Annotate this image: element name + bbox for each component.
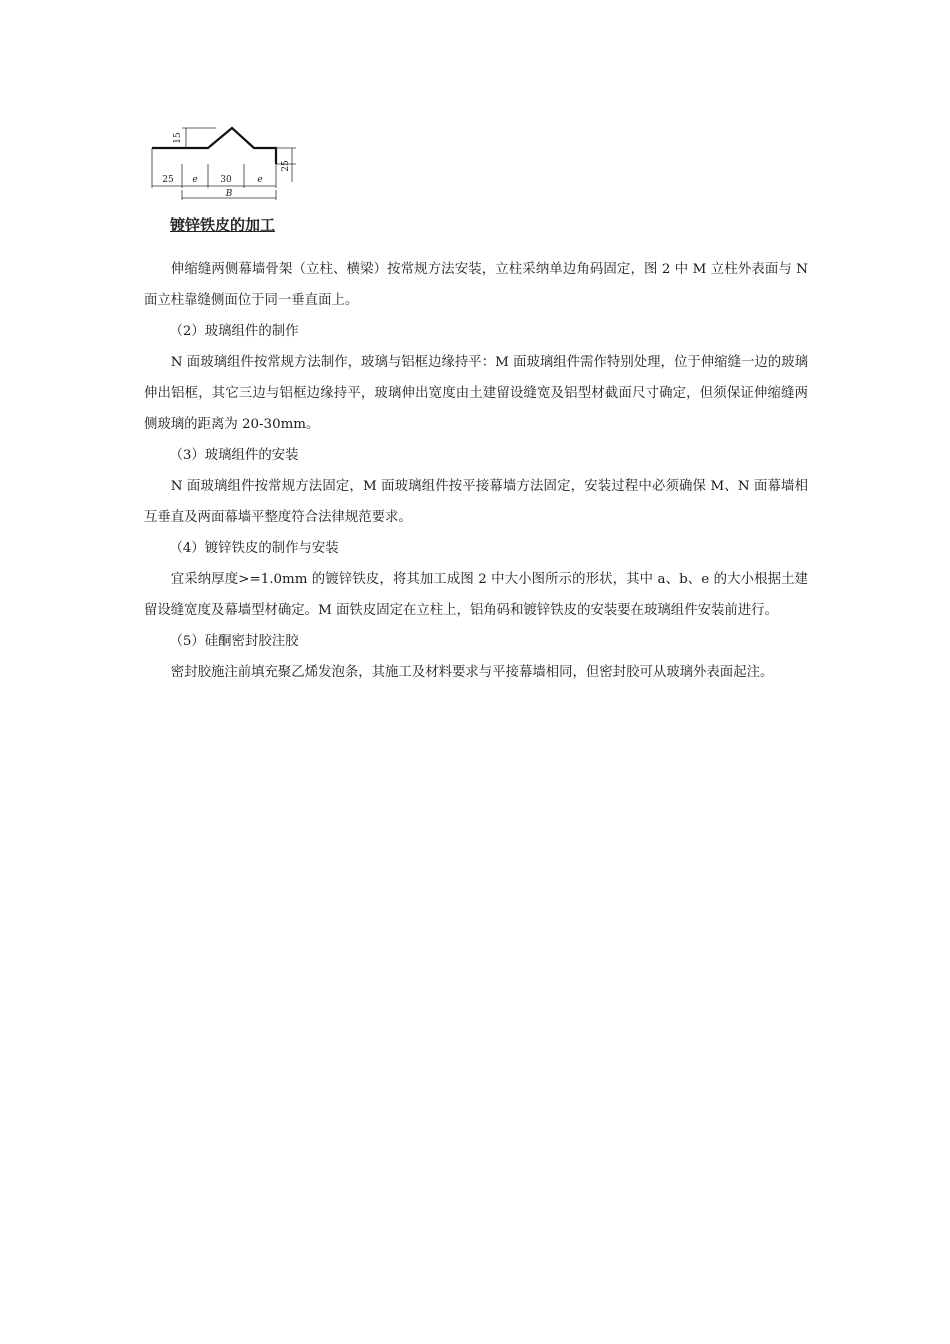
body-text bbox=[144, 254, 808, 688]
dim-30: 30 bbox=[220, 175, 232, 185]
section-heading: （3）玻璃组件的安装 bbox=[169, 448, 299, 463]
dim-e-left: e bbox=[192, 175, 198, 185]
paragraph: 伸缩缝两侧幕墙骨架（立柱、横梁）按常规方法安装，立柱采纳单边角码固定，图 2 中 M 立柱外表面与 N 面立柱靠缝侧面位于同一垂直面上。 bbox=[144, 262, 808, 308]
section-heading: （2）玻璃组件的制作 bbox=[169, 324, 299, 339]
profile-drawing bbox=[146, 124, 306, 214]
figure-caption: 镀锌铁皮的加工 bbox=[170, 216, 276, 234]
section-heading: （4）镀锌铁皮的制作与安装 bbox=[169, 541, 339, 556]
dim-25-right: 25 bbox=[281, 160, 291, 172]
dim-25-left: 25 bbox=[162, 175, 174, 185]
dim-B: B bbox=[225, 189, 233, 199]
profile-line bbox=[152, 128, 276, 164]
paragraph: N 面玻璃组件按常规方法制作，玻璃与铝框边缘持平：M 面玻璃组件需作特别处理，位于伸缩缝一边的玻璃伸出铝框，其它三边与铝框边缘持平，玻璃伸出宽度由土建留设缝宽及铝型材截面尺寸确定，但须保证伸缩缝两侧玻璃的距离为 20-30mm。 bbox=[144, 355, 808, 432]
dim-15: 15 bbox=[173, 132, 183, 144]
paragraph: 宜采纳厚度>=1.0mm 的镀锌铁皮，将其加工成图 2 中大小图所示的形状，其中 a、b、e 的大小根据土建留设缝宽度及幕墙型材确定。M 面铁皮固定在立柱上，铝角码和镀锌铁皮的安装要在玻璃组件安装前进行。 bbox=[144, 572, 808, 618]
section-heading: （5）硅酮密封胶注胶 bbox=[169, 634, 299, 649]
paragraph: 密封胶施注前填充聚乙烯发泡条，其施工及材料要求与平接幕墙相同，但密封胶可从玻璃外表面起注。 bbox=[170, 665, 774, 680]
dim-e-right: e bbox=[257, 175, 263, 185]
paragraph: N 面玻璃组件按常规方法固定，M 面玻璃组件按平接幕墙方法固定，安装过程中必须确保 M、N 面幕墙相互垂直及两面幕墙平整度符合法律规范要求。 bbox=[144, 479, 808, 525]
